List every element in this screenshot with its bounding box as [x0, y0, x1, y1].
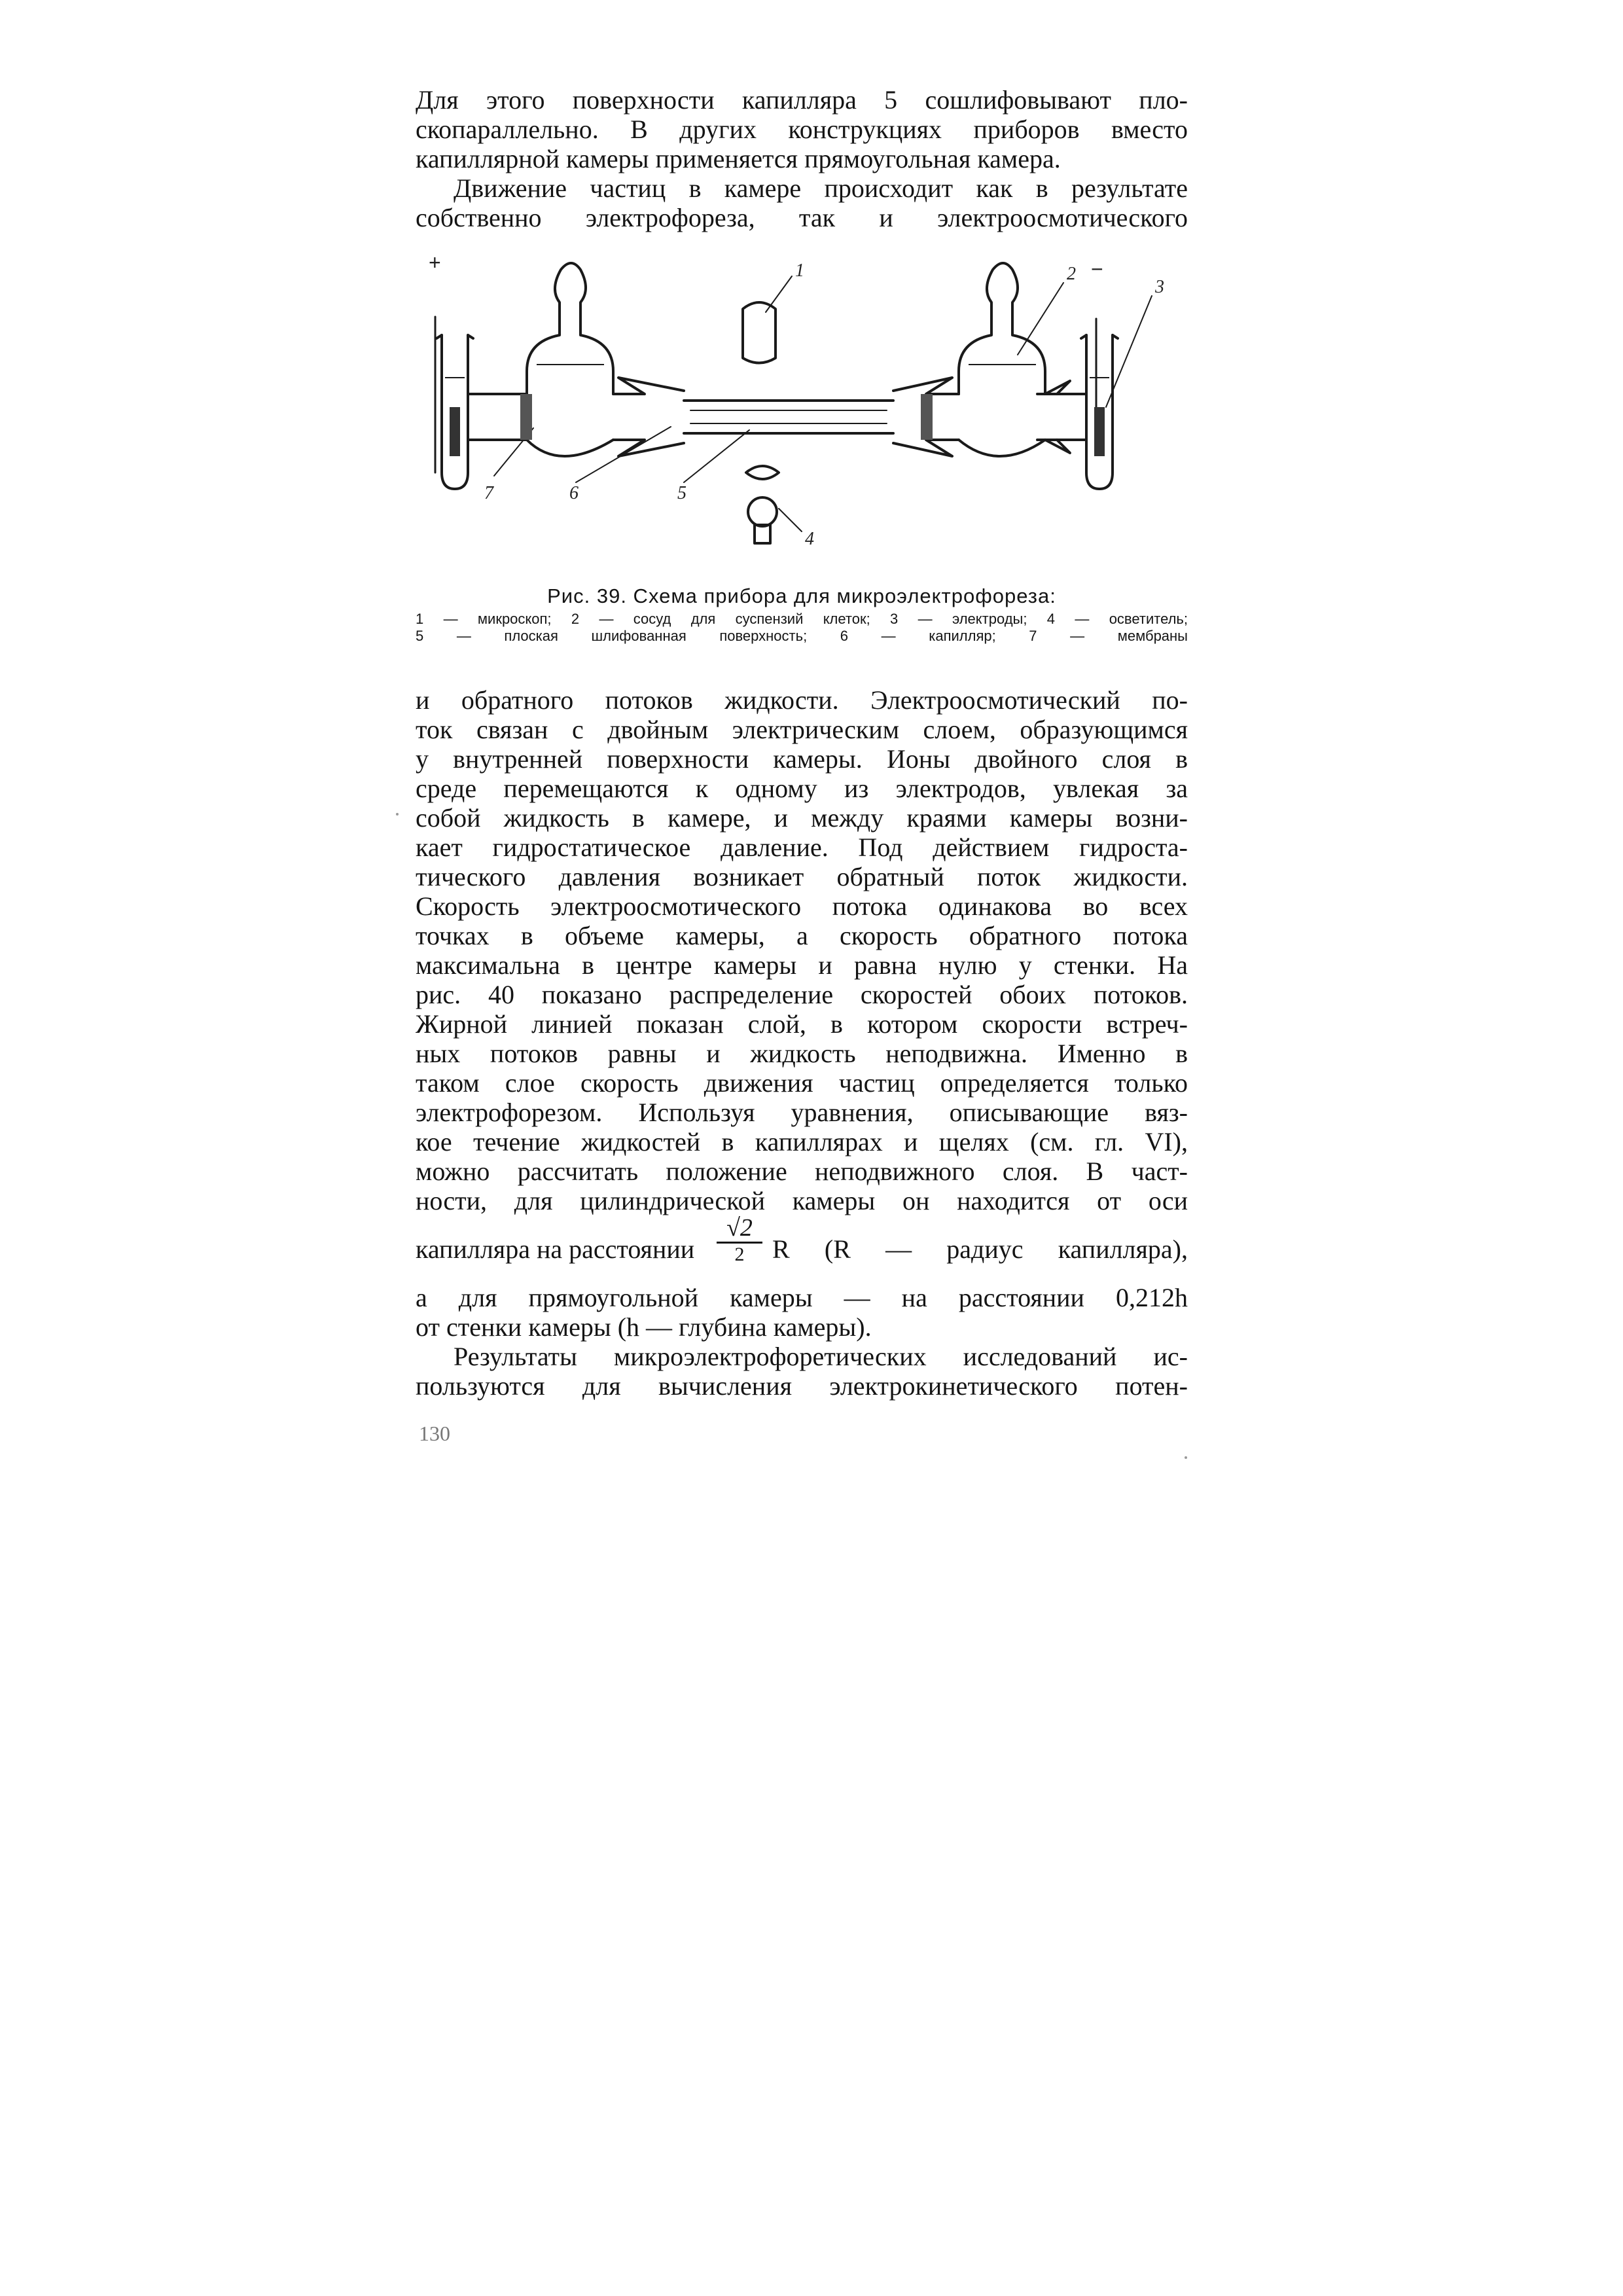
scan-speck [396, 813, 399, 816]
formula-line [416, 1214, 1188, 1280]
caption-legend: 1 — микроскоп; 2 — сосуд для суспензий клеток; 3 — электроды; 4 — осветитель; [416, 611, 1188, 627]
text-line: электрофорезом. Используя уравнения, описывающие вяз- [416, 1098, 1188, 1127]
text-line: кое течение жидкостей в капиллярах и щелях (см. гл. VI), [416, 1127, 1188, 1157]
text-line: капиллярной камеры применяется прямоугольная камера. [416, 144, 1061, 173]
right-membrane [921, 394, 933, 440]
fraction-numerator: √2 [726, 1214, 753, 1242]
text-line: Движение частиц в камере происходит как в результате [454, 173, 1188, 203]
text-line: максимальна в центре камеры и равна нулю у стенки. На [416, 950, 1188, 980]
microscope [743, 302, 776, 363]
after-formula-block [416, 1283, 1188, 1401]
minus-sign: − [1091, 257, 1103, 281]
caption-legend: 5 — плоская шлифованная поверхность; 6 — капилляр; 7 — мембраны [416, 628, 1188, 644]
formula-text-after: R (R — радиус капилляра), [772, 1234, 1188, 1264]
text-line: Скорость электроосмотического потока одинакова во всех [416, 891, 1188, 921]
figure-caption [416, 584, 1188, 645]
label-5: 5 [677, 483, 687, 503]
light-bulb [748, 497, 777, 526]
page-number: 130 [419, 1422, 450, 1445]
text-line: ток связан с двойным электрическим слоем, образующимся [416, 715, 1188, 744]
text-line: точках в объеме камеры, а скорость обратного потока [416, 921, 1188, 950]
scan-speck [1185, 1456, 1187, 1459]
left-membrane [520, 394, 532, 440]
lens [746, 466, 779, 479]
text-line: Для этого поверхности капилляра 5 сошлифовывают пло- [416, 85, 1188, 115]
text-line: пользуются для вычисления электрокинетического потен- [416, 1371, 1188, 1401]
right-vessel [959, 263, 1045, 394]
label-1: 1 [795, 260, 804, 281]
text-line: Результаты микроэлектрофоретических исследований ис- [454, 1342, 1188, 1371]
text-line: можно рассчитать положение неподвижного слоя. В част- [416, 1157, 1188, 1186]
text-line: среде перемещаются к одному из электродов, увлекая за [416, 774, 1188, 803]
apparatus-diagram [409, 257, 1194, 583]
plus-sign: + [429, 257, 441, 274]
label-2: 2 [1067, 264, 1076, 284]
figure-39 [409, 257, 1194, 583]
fraction [717, 1214, 762, 1266]
left-electrode [450, 407, 460, 456]
text-line: тического давления возникает обратный поток жидкости. [416, 862, 1188, 891]
label-3: 3 [1155, 277, 1164, 297]
fraction-denominator: 2 [734, 1244, 745, 1265]
right-electrode [1094, 407, 1105, 456]
text-line: от стенки камеры (h — глубина камеры). [416, 1312, 872, 1342]
text-line: скопараллельно. В других конструкциях приборов вместо [416, 115, 1188, 144]
text-line: а для прямоугольной камеры — на расстоянии 0,212h [416, 1283, 1188, 1312]
text-line: и обратного потоков жидкости. Электроосмотический по- [416, 685, 1188, 715]
text-line: таком слое скорость движения частиц определяется только [416, 1068, 1188, 1098]
text-line: рис. 40 показано распределение скоростей обоих потоков. [416, 980, 1188, 1009]
formula-text-before: капилляра на расстоянии [416, 1234, 695, 1264]
top-text-block [416, 85, 1188, 232]
body-text-block [416, 685, 1188, 1215]
text-line: собственно электрофореза, так и электроосмотического [416, 203, 1188, 232]
text-line: ных потоков равны и жидкость неподвижна. Именно в [416, 1039, 1188, 1068]
left-vessel [527, 263, 613, 394]
text-line: собой жидкость в камере, и между краями камеры возни- [416, 803, 1188, 833]
caption-title: Рис. 39. Схема прибора для микроэлектрофореза: [547, 584, 1056, 607]
text-line: ности, для цилиндрической камеры он находится от оси [416, 1186, 1188, 1215]
label-7: 7 [484, 483, 493, 503]
text-line: Жирной линией показан слой, в котором скорости встреч- [416, 1009, 1188, 1039]
text-line: у внутренней поверхности камеры. Ионы двойного слоя в [416, 744, 1188, 774]
text-line: кает гидростатическое давление. Под действием гидроста- [416, 833, 1188, 862]
label-6: 6 [569, 483, 579, 503]
label-4: 4 [805, 529, 814, 549]
